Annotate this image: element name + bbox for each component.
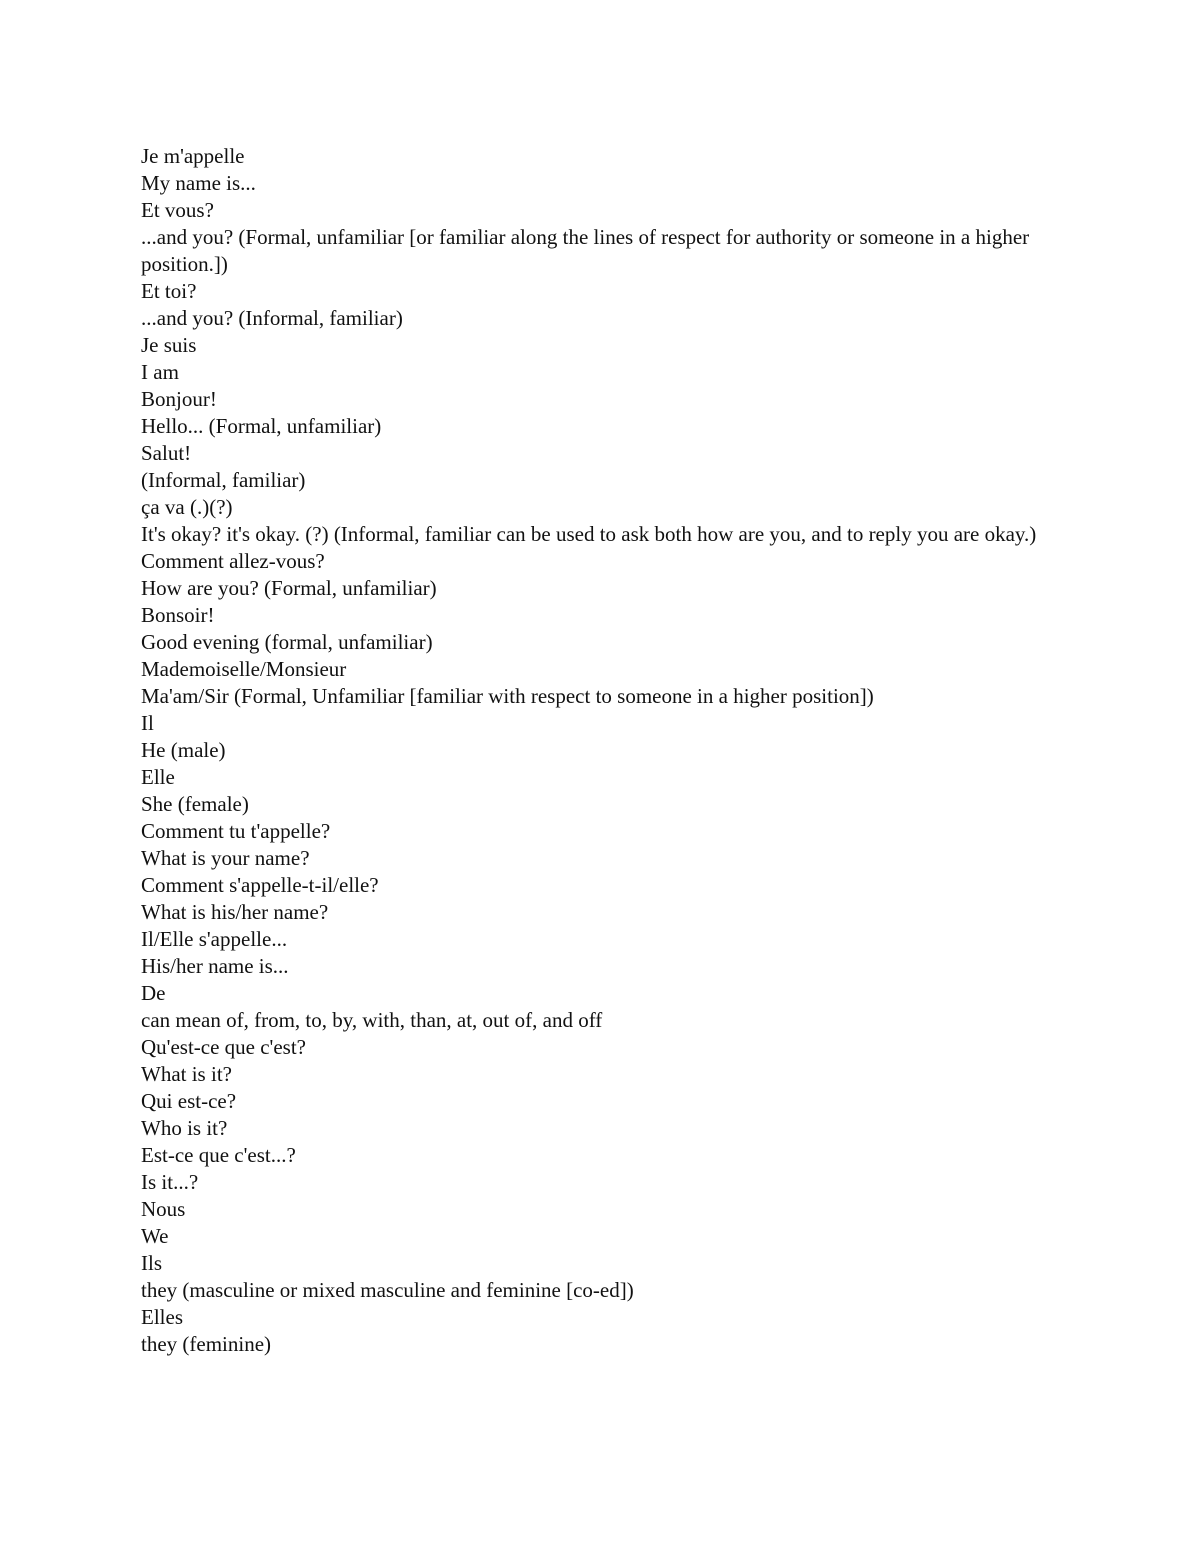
- definition-line: How are you? (Formal, unfamiliar): [141, 576, 437, 600]
- definition-line: My name is...: [141, 171, 256, 195]
- term-line: Salut!: [141, 441, 192, 465]
- term-line: Je suis: [141, 333, 197, 357]
- definition-line: It's okay? it's okay. (?) (Informal, familiar can be used to ask both how are you, and to reply you are okay.): [141, 522, 1037, 546]
- term-line: Qui est-ce?: [141, 1089, 237, 1113]
- definition-line: can mean of, from, to, by, with, than, at, out of, and off: [141, 1008, 603, 1032]
- definition-line: What is it?: [141, 1062, 232, 1086]
- term-line: Elles: [141, 1305, 183, 1329]
- term-line: Je m'appelle: [141, 144, 245, 168]
- definition-line: ...and you? (Formal, unfamiliar [or familiar along the lines of respect for authority or someone in a higher position.]): [141, 225, 1030, 276]
- definition-line: Is it...?: [141, 1170, 199, 1194]
- term-line: Comment allez-vous?: [141, 549, 325, 573]
- term-line: Et toi?: [141, 279, 197, 303]
- term-line: Bonsoir!: [141, 603, 215, 627]
- term-line: Elle: [141, 765, 175, 789]
- definition-line: ...and you? (Informal, familiar): [141, 306, 403, 330]
- term-line: De: [141, 981, 166, 1005]
- term-line: Qu'est-ce que c'est?: [141, 1035, 306, 1059]
- definition-line: Ma'am/Sir (Formal, Unfamiliar [familiar with respect to someone in a higher position]): [141, 684, 874, 708]
- term-line: Et vous?: [141, 198, 214, 222]
- term-line: Il: [141, 711, 154, 735]
- definition-line: What is your name?: [141, 846, 310, 870]
- term-line: Comment s'appelle-t-il/elle?: [141, 873, 379, 897]
- term-line: Nous: [141, 1197, 186, 1221]
- definition-line: Hello... (Formal, unfamiliar): [141, 414, 382, 438]
- flashcard-list: [141, 143, 1066, 1358]
- term-line: Est-ce que c'est...?: [141, 1143, 296, 1167]
- term-line: Comment tu t'appelle?: [141, 819, 331, 843]
- definition-line: What is his/her name?: [141, 900, 329, 924]
- term-line: Il/Elle s'appelle...: [141, 927, 288, 951]
- term-line: Bonjour!: [141, 387, 217, 411]
- definition-line: Good evening (formal, unfamiliar): [141, 630, 433, 654]
- term-line: Mademoiselle/Monsieur: [141, 657, 347, 681]
- definition-line: He (male): [141, 738, 226, 762]
- definition-line: His/her name is...: [141, 954, 289, 978]
- definition-line: they (masculine or mixed masculine and feminine [co-ed]): [141, 1278, 634, 1302]
- definition-line: She (female): [141, 792, 249, 816]
- term-line: ça va (.)(?): [141, 495, 233, 519]
- definition-line: they (feminine): [141, 1332, 272, 1356]
- definition-line: I am: [141, 360, 179, 384]
- term-line: Ils: [141, 1251, 162, 1275]
- definition-line: We: [141, 1224, 169, 1248]
- definition-line: Who is it?: [141, 1116, 228, 1140]
- definition-line: (Informal, familiar): [141, 468, 306, 492]
